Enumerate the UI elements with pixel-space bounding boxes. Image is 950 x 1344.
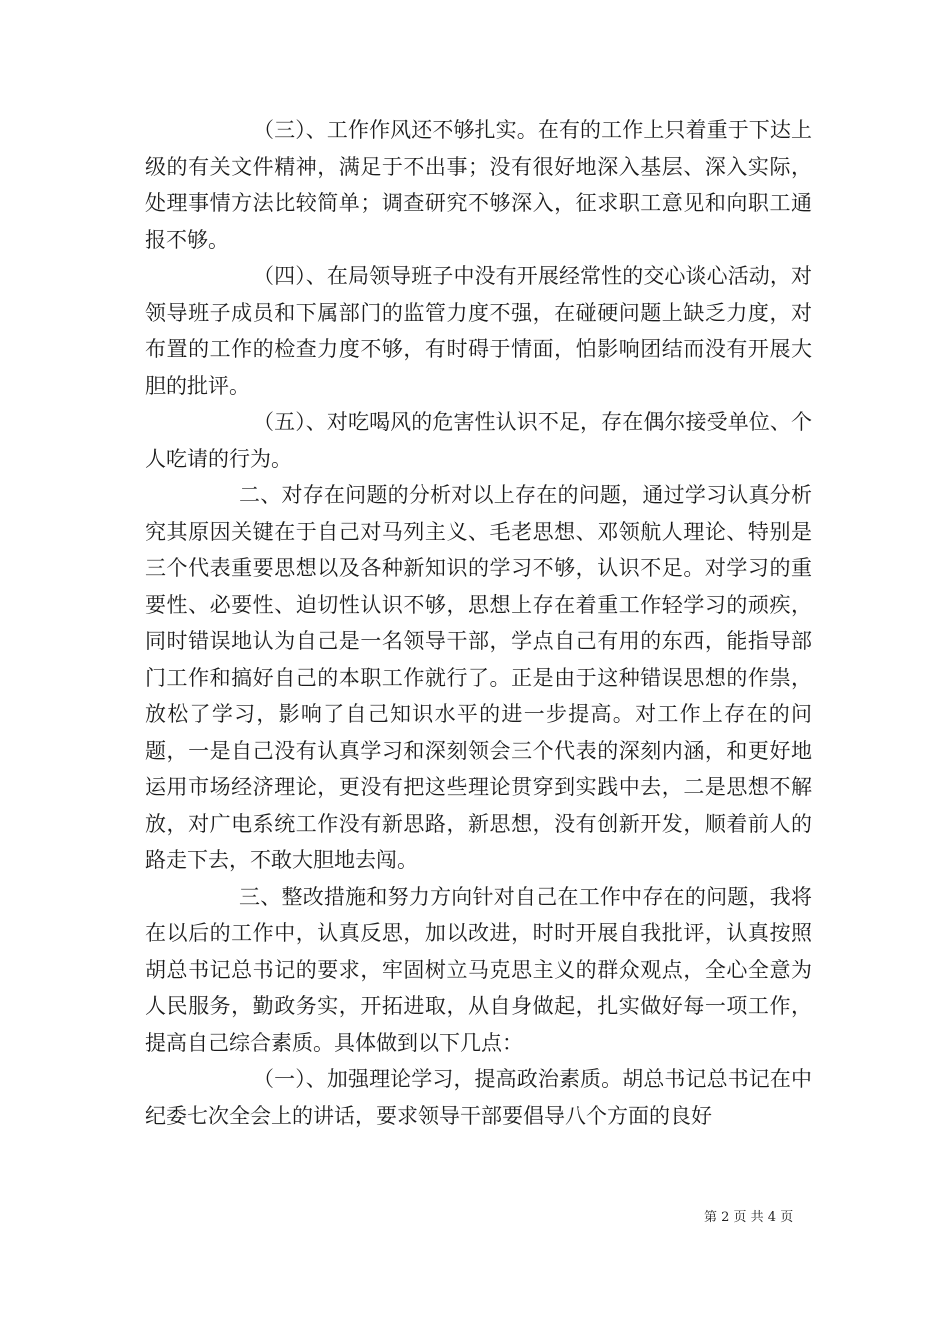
paragraph-3: （三）、工作作风还不够扎实。在有的工作上只着重于下达上级的有关文件精神，满足于不出事；没有很好地深入基层、深入实际，处理事情方法比较简单；调查研究不够深入，征求职工意见和向职工通报不够。 <box>145 118 812 252</box>
section-3-paragraph: 三、整改措施和努力方向针对自己在工作中存在的问题，我将在以后的工作中，认真反思，加以改进，时时开展自我批评，认真按照胡总书记总书记的要求，牢固树立马克思主义的群众观点，全心全意为人民服务，勤政务实，开拓进取，从自身做起，扎实做好每一项工作，提高自己综合素质。具体做到以下几点： <box>145 884 812 1055</box>
document-body <box>145 112 812 1134</box>
paragraph-1: （一）、加强理论学习，提高政治素质。胡总书记总书记在中纪委七次全会上的讲话，要求领导干部要倡导八个方面的良好 <box>145 1067 812 1128</box>
paragraph-4: （四）、在局领导班子中没有开展经常性的交心谈心活动，对领导班子成员和下属部门的监管力度不强，在碰硬问题上缺乏力度，对布置的工作的检查力度不够，有时碍于情面，怕影响团结而没有开展大胆的批评。 <box>145 264 812 398</box>
page-number-footer: 第 2 页 共 4 页 <box>704 1210 794 1225</box>
paragraph-5: （五）、对吃喝风的危害性认识不足，存在偶尔接受单位、个人吃请的行为。 <box>145 410 812 471</box>
section-2-paragraph: 二、对存在问题的分析对以上存在的问题，通过学习认真分析究其原因关键在于自己对马列主义、毛老思想、邓领航人理论、特别是三个代表重要思想以及各种新知识的学习不够，认识不足。对学习的重要性、必要性、迫切性认识不够，思想上存在着重工作轻学习的顽疾，同时错误地认为自己是一名领导干部，学点自己有用的东西，能指导部门工作和搞好自己的本职工作就行了。正是由于这种错误思想的作祟，放松了学习，影响了自己知识水平的进一步提高。对工作上存在的问题，一是自己没有认真学习和深刻领会三个代表的深刻内涵，和更好地运用市场经济理论，更没有把这些理论贯穿到实践中去，二是思想不解放，对广电系统工作没有新思路，新思想，没有创新开发，顺着前人的路走下去，不敢大胆地去闯。 <box>145 483 812 872</box>
